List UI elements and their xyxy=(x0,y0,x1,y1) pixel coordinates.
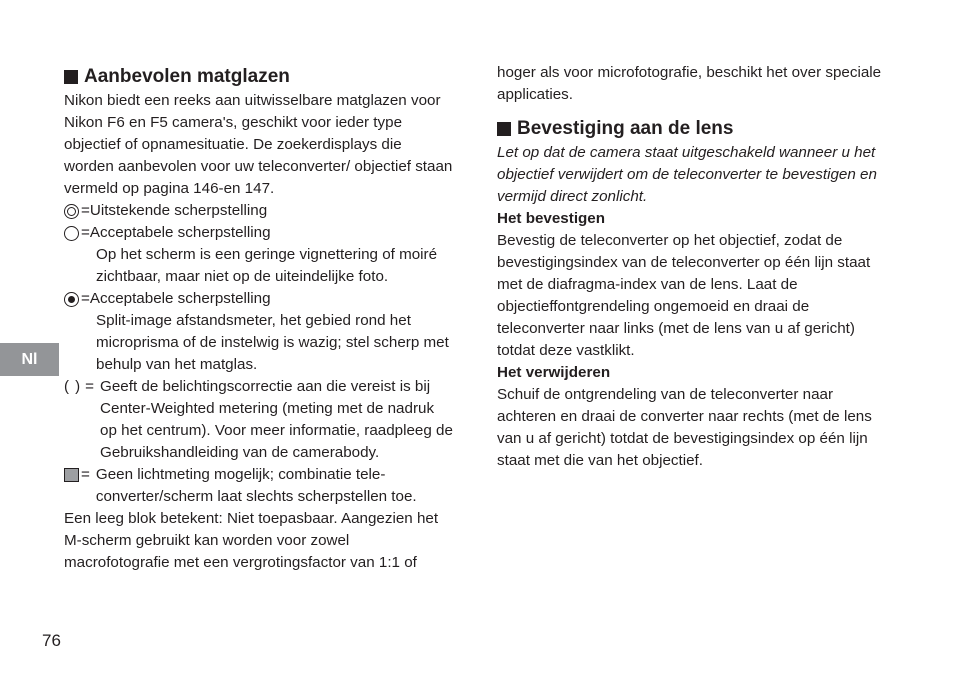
warning-paragraph: Let op dat de camera staat uitgeschakeld wanneer u het objectief verwijdert om de teleconverter te bevestigen en vermijd direct zonlicht. xyxy=(497,144,877,205)
right-column xyxy=(497,62,892,472)
legend-item-5: = Geen lichtmeting mogelijk; combinatie tele-converter/scherm laat slechts scherpstellen toe. xyxy=(64,464,454,508)
gray-box-icon xyxy=(64,468,79,482)
legend-item-3-detail: Split-image afstandsmeter, het gebied rond het microprisma of de instelwig is wazig; stel scherp met behulp van het matglas. xyxy=(96,312,449,373)
legend-item-2-detail: Op het scherm is een geringe vignettering of moiré zichtbaar, maar niet op de uiteindelijke foto. xyxy=(96,246,438,285)
section-heading-bevestiging: Bevestiging aan de lens xyxy=(497,116,892,142)
section-heading-matglazen: Aanbevolen matglazen xyxy=(64,64,454,90)
circle-icon xyxy=(64,226,79,241)
intro-paragraph: Nikon biedt een reeks aan uitwisselbare matglazen voor Nikon F6 en F5 camera's, geschikt voor ieder type objectief of opnamesituatie. De zoekerdisplays die worden aanbevolen voor uw teleconverter/ objectief staan vermeld op pagina 146-en 147. xyxy=(64,92,453,197)
outro-paragraph: Een leeg blok betekent: Niet toepasbaar. Aangezien het M-scherm gebruikt kan worden voor zowel macrofotografie met een vergrotingsfactor van 1:1 of xyxy=(64,510,439,571)
filled-circle-icon xyxy=(64,292,79,307)
language-tab: Nl xyxy=(0,343,59,376)
attach-subheading: Het bevestigen xyxy=(497,210,606,227)
continuation-paragraph: hoger als voor microfotografie, beschikt het over speciale applicaties. xyxy=(497,64,882,103)
square-bullet-icon xyxy=(497,122,511,136)
parentheses-icon: ( ) xyxy=(64,378,82,395)
left-column xyxy=(64,64,454,574)
square-bullet-icon xyxy=(64,70,78,84)
legend-item-4: ( ) = Geeft de belichtingscorrectie aan die vereist is bij Center-Weighted metering (meting met de nadruk op het centrum). Voor meer informatie, raadpleeg de Gebruikshandleiding van de camerabody. xyxy=(64,378,453,461)
legend-item-2: = Acceptabele scherpstelling xyxy=(64,222,454,244)
remove-subheading: Het verwijderen xyxy=(497,364,611,381)
attach-paragraph: Bevestig de teleconverter op het objectief, zodat de bevestigingsindex van de teleconverter op één lijn staat met de diafragma-index van de lens. Laat de objectieffontgrendeling ongemoeid en draai de teleconverter naar links (met de lens van u af gericht) totdat deze vastklikt. xyxy=(497,232,871,359)
remove-paragraph: Schuif de ontgrendeling van de teleconverter naar achteren en draai de converter naar rechts (met de lens van u af gericht) totdat de bevestigingsindex op één lijn staat met die van het objectief. xyxy=(497,386,872,469)
legend-item-3: = Acceptabele scherpstelling xyxy=(64,288,454,310)
legend-item-1: = Uitstekende scherpstelling xyxy=(64,200,454,222)
page-number: 76 xyxy=(42,631,61,650)
double-circle-icon xyxy=(64,204,79,219)
